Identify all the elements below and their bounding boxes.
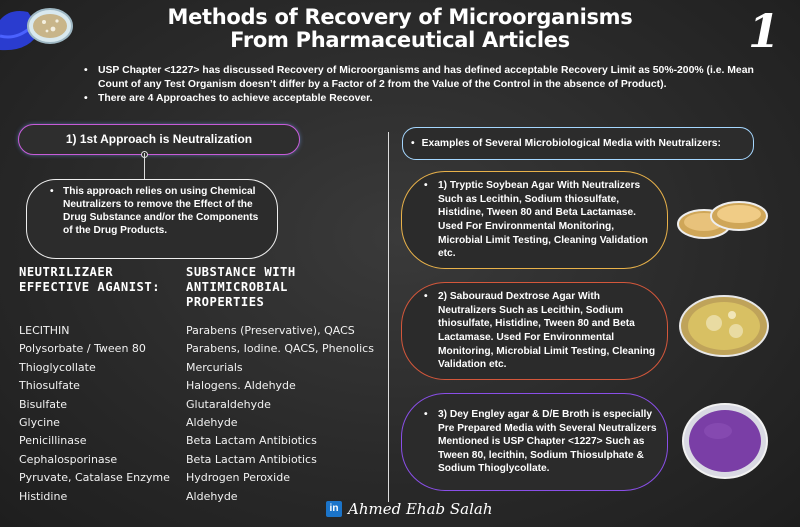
substance-item: Hydrogen Peroxide <box>186 471 290 485</box>
connector-line <box>144 153 145 181</box>
example-card-tsa <box>401 171 668 269</box>
neutralizer-item: Cephalosporinase <box>19 452 118 466</box>
neutralizer-item: Thioglycollate <box>19 360 96 374</box>
example-card-sda <box>401 282 668 380</box>
title-line-2: From Pharmaceutical Articles <box>230 28 570 52</box>
neutralizer-item: Glycine <box>19 416 60 430</box>
neutralizer-item: Bisulfate <box>19 397 68 411</box>
intro-bullets <box>82 64 782 106</box>
gloved-hand-petri-dish-image <box>0 0 80 58</box>
de-agar-petri-dish-image <box>680 401 770 481</box>
approach-description-box <box>26 179 278 259</box>
neutralizer-column-header <box>19 265 160 295</box>
example-text: • 2) Sabouraud Dextrose Agar With Neutralizers Such as Lecithin, Sodium thiosulfate, Histidine, Tween 80 and Beta Lactamase. Used For Environmental Monitoring, Microbial Limit Testing, Cleaning Validation etc. <box>402 290 667 372</box>
examples-heading-box <box>402 127 754 160</box>
substance-item: Beta Lactam Antibiotics <box>186 452 317 466</box>
neutralizer-header-line: NEUTRILIZAER <box>19 265 114 279</box>
substance-header-line: ANTIMICROBIAL <box>186 280 288 294</box>
substance-item: Parabens (Preservative), QACS <box>186 324 355 337</box>
intro-bullet: • USP Chapter <1227> has discussed Recovery of Microorganisms and has defined acceptable Recovery Limit as 50%-200% (i.e. Mean Count of any Test Organism doesn’t differ by a Factor of 2 from the Value of the Control in the absence of Product). <box>82 64 782 92</box>
neutralizer-item: Polysorbate / Tween 80 <box>19 342 146 356</box>
column-divider <box>388 132 389 502</box>
neutralizer-item: Thiosulfate <box>19 379 80 393</box>
page-title <box>150 6 650 52</box>
substance-item: Halogens. Aldehyde <box>186 379 296 393</box>
author-signature: Ahmed Ehab Salah <box>348 500 493 518</box>
substance-item: Beta Lactam Antibiotics <box>186 434 317 448</box>
example-text: • 3) Dey Engley agar & D/E Broth is especially Pre Prepared Media with Several Neutralizers Mentioned is USP Chapter <1227> Such as Tween 80, lecithin, Sodium Thiosulphate & Sodium Thioglycollate. <box>402 408 667 476</box>
neutralizer-header-line: EFFECTIVE AGANIST: <box>19 280 161 294</box>
substance-item: Parabens, Iodine. QACS, Phenolics <box>186 342 374 356</box>
neutralizer-item: Histidine <box>19 489 68 503</box>
neutralizer-item: Pyruvate, Catalase Enzyme <box>19 471 170 485</box>
neutralizer-list <box>19 322 170 506</box>
approach-title: 1) 1st Approach is Neutralization <box>18 124 300 155</box>
substance-header-line: SUBSTANCE WITH <box>186 265 296 279</box>
example-card-de <box>401 393 668 491</box>
sda-petri-dish-image <box>676 293 772 359</box>
title-line-1: Methods of Recovery of Microorganisms <box>167 5 633 29</box>
author-footer <box>326 496 493 522</box>
substance-item: Aldehyde <box>186 416 238 430</box>
neutralizer-item: Penicillinase <box>19 434 87 448</box>
tsa-petri-dishes-image <box>674 196 774 244</box>
linkedin-icon[interactable]: in <box>326 501 342 517</box>
intro-bullet: • There are 4 Approaches to achieve acceptable Recover. <box>82 92 782 106</box>
approach-description: • This approach relies on using Chemical Neutralizers to remove the Effect of the Drug Substance and/or the Components of the Drug Products. <box>63 185 261 237</box>
substance-column-header <box>186 265 296 310</box>
substance-item: Mercurials <box>186 360 243 374</box>
neutralizer-item: LECITHIN <box>19 324 70 337</box>
substance-list <box>186 322 374 506</box>
slide-number: 1 <box>747 4 780 58</box>
examples-heading: • Examples of Several Microbiological Media with Neutralizers: <box>403 138 721 149</box>
substance-item: Aldehyde <box>186 489 238 503</box>
substance-item: Glutaraldehyde <box>186 397 271 411</box>
example-text: • 1) Tryptic Soybean Agar With Neutralizers Such as Lecithin, Sodium thiosulfate, Histidine, Tween 80 and Beta Lactamase. Used For Environmental Monitoring, Microbial Limit Testing, Cleaning Validation etc. <box>402 179 667 261</box>
substance-header-line: PROPERTIES <box>186 295 265 309</box>
